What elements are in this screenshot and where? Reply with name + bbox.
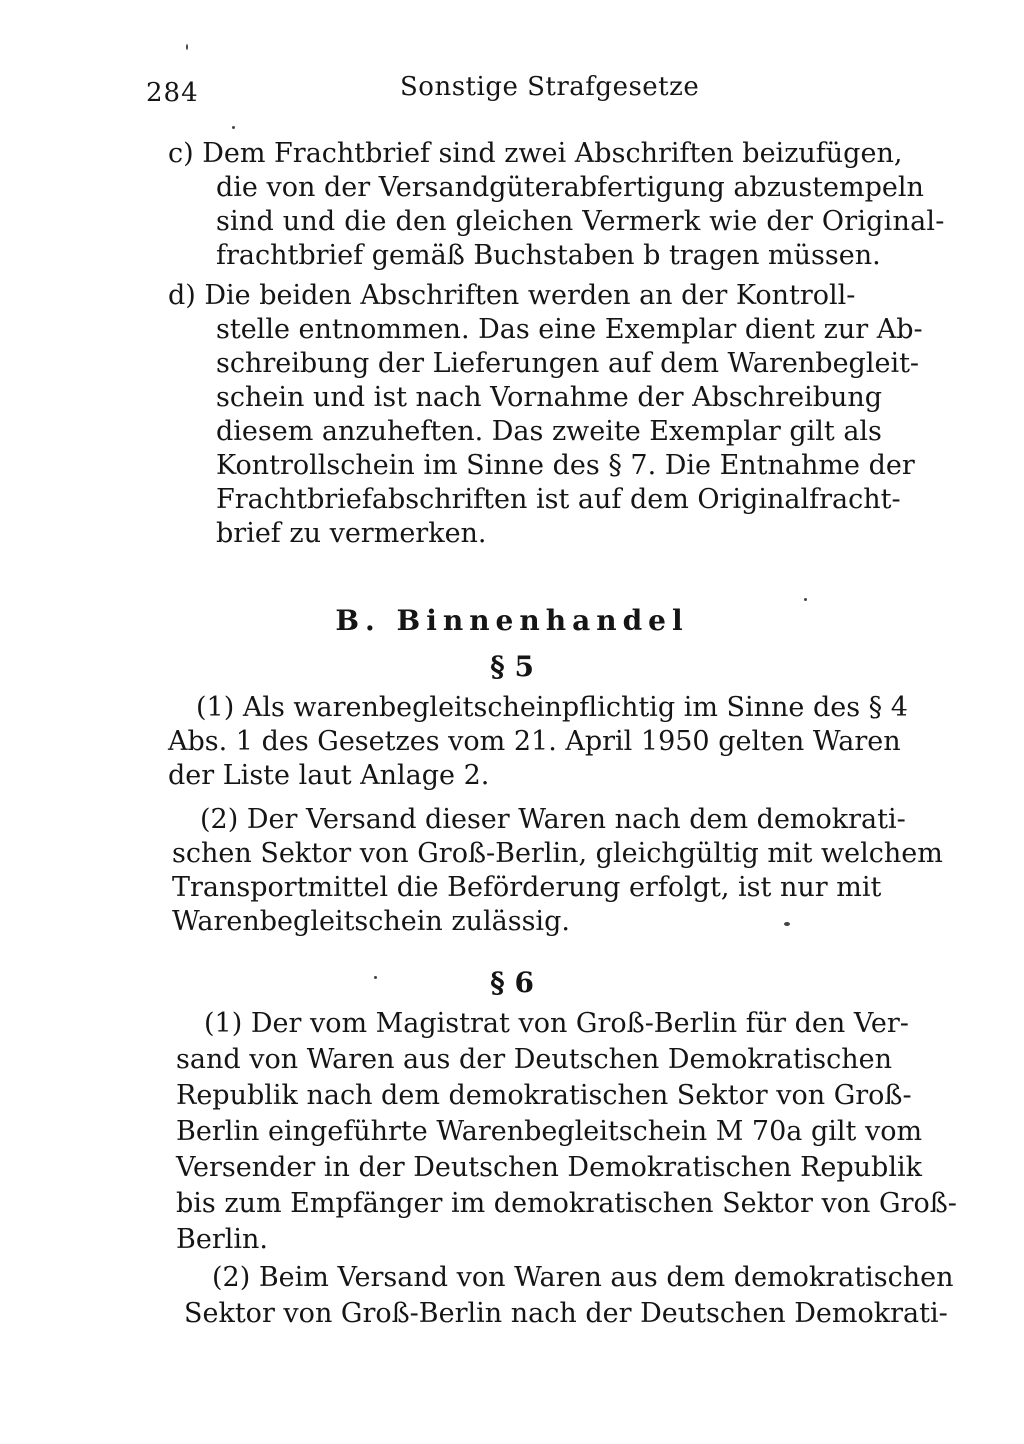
text-line: Sektor von Groß-Berlin nach der Deutschen Demokrati- — [184, 1298, 948, 1329]
text-line: (2) Beim Versand von Waren aus dem demokratischen — [212, 1262, 954, 1293]
text-line: schreibung der Lieferungen auf dem Warenbegleit- — [216, 348, 920, 379]
text-line: Warenbegleitschein zulässig. — [172, 906, 570, 937]
scan-speck — [186, 44, 188, 50]
text-line: (1) Der vom Magistrat von Groß-Berlin für den Ver- — [204, 1008, 909, 1039]
text-line: Berlin eingeführte Warenbegleitschein M 70a gilt vom — [176, 1116, 923, 1147]
paragraph-sign-6: § 6 — [490, 966, 534, 999]
text-line: bis zum Empfänger im demokratischen Sektor von Groß- — [176, 1188, 957, 1219]
text-line: Abs. 1 des Gesetzes vom 21. April 1950 gelten Waren — [168, 726, 901, 757]
text-line: frachtbrief gemäß Buchstaben b tragen müssen. — [216, 240, 881, 271]
text-line: d) Die beiden Abschriften werden an der Kontroll- — [168, 280, 856, 311]
text-line: (1) Als warenbegleitscheinpflichtig im Sinne des § 4 — [196, 692, 908, 723]
running-title: Sonstige Strafgesetze — [400, 72, 700, 102]
section-heading: B. Binnenhandel — [335, 604, 689, 637]
text-line: die von der Versandgüterabfertigung abzustempeln — [216, 172, 924, 203]
page-number: 284 — [146, 78, 199, 108]
text-line: stelle entnommen. Das eine Exemplar dient zur Ab- — [216, 314, 923, 345]
scan-speck — [804, 598, 807, 601]
text-line: c) Dem Frachtbrief sind zwei Abschriften beizufügen, — [168, 138, 903, 169]
text-line: Transportmittel die Beförderung erfolgt, ist nur mit — [172, 872, 882, 903]
text-line: brief zu vermerken. — [216, 518, 487, 549]
text-line: Versender in der Deutschen Demokratischen Republik — [176, 1152, 922, 1183]
page-header — [146, 72, 946, 112]
text-line: Berlin. — [176, 1224, 268, 1255]
paragraph-sign-5: § 5 — [490, 650, 534, 683]
scan-speck — [374, 976, 377, 979]
text-line: diesem anzuheften. Das zweite Exemplar gilt als — [216, 416, 882, 447]
text-line: Frachtbriefabschriften ist auf dem Originalfracht- — [216, 484, 901, 515]
text-line: sand von Waren aus der Deutschen Demokratischen — [176, 1044, 892, 1075]
text-line: (2) Der Versand dieser Waren nach dem demokrati- — [200, 804, 906, 835]
scan-speck — [784, 922, 790, 926]
scan-speck — [232, 126, 235, 129]
text-line: schein und ist nach Vornahme der Abschreibung — [216, 382, 883, 413]
text-line: der Liste laut Anlage 2. — [168, 760, 490, 791]
text-line: sind und die den gleichen Vermerk wie der Original- — [216, 206, 945, 237]
text-line: Kontrollschein im Sinne des § 7. Die Entnahme der — [216, 450, 915, 481]
text-line: Republik nach dem demokratischen Sektor von Groß- — [176, 1080, 912, 1111]
text-line: schen Sektor von Groß-Berlin, gleichgültig mit welchem — [172, 838, 943, 869]
